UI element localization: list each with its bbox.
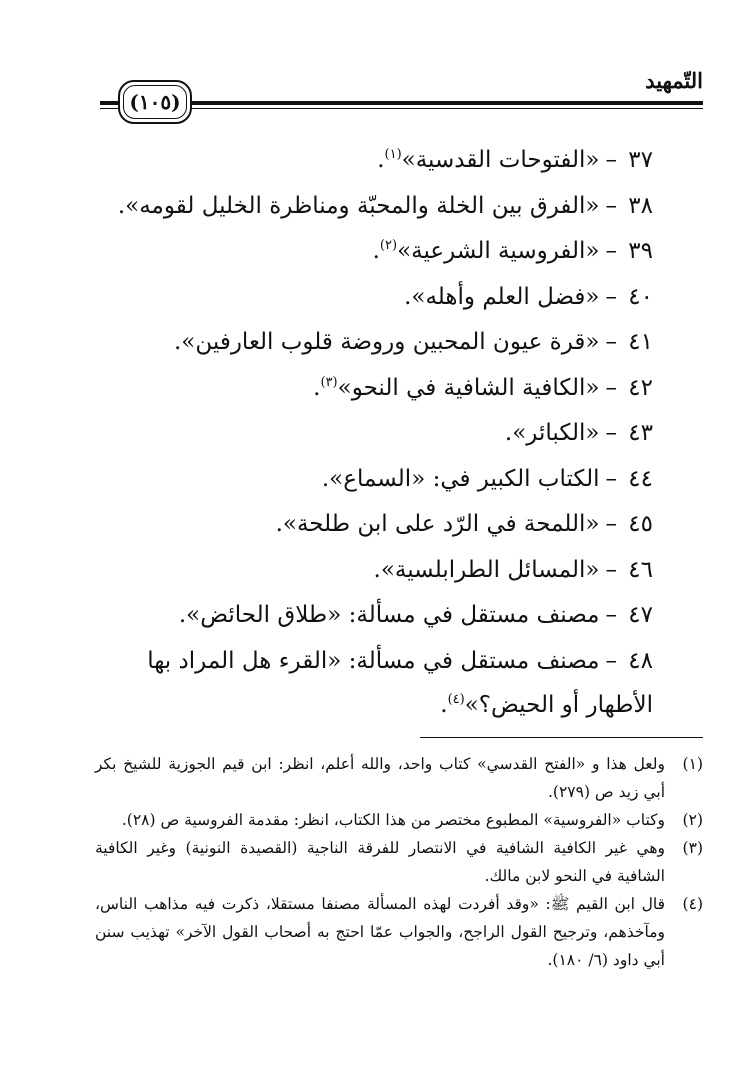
item-text: «الكافية الشافية في النحو» (337, 374, 600, 401)
footnote-ref: (٤) (447, 691, 465, 707)
footnote-number: (٢) (682, 811, 703, 829)
item-number: ٣٨ (628, 192, 653, 219)
item-number: ٤١ (628, 329, 653, 355)
footnote (95, 890, 703, 974)
page-number: (١٠٥) (118, 80, 192, 124)
list-item: ٤٥–«اللمحة في الرّد على ابن طلحة». (90, 502, 653, 548)
footnote-number: (١) (682, 755, 703, 773)
item-number: ٤٢ (628, 374, 653, 401)
list-item: ٤٧–مصنف مستقل في مسألة: «طلاق الحائض». (90, 593, 653, 639)
list-item: ٤٠–«فضل العلم وأهله». (90, 275, 653, 321)
item-text: مصنف مستقل في مسألة: «القرء هل المراد بها الأطهار أو الحيض؟» (147, 647, 653, 718)
item-number: ٤٣ (628, 420, 653, 446)
item-number: ٣٧ (628, 147, 653, 173)
item-text: «الفرق بين الخلة والمحبّة ومناظرة الخليل لقومه». (117, 192, 600, 219)
list-item: ٤١–«قرة عيون المحبين وروضة قلوب العارفين». (90, 320, 653, 366)
footnote-text: ولعل هذا و «الفتح القدسي» كتاب واحد، والله أعلم، انظر: ابن قيم الجوزية للشيخ بكر أبي زيد ص (٢٧٩). (95, 755, 665, 801)
footnote-number: (٣) (682, 839, 703, 857)
footnote-text: قال ابن القيم ﷺ: «وقد أفردت لهذه المسألة مصنفا مستقلا، ذكرت فيه مذاهب الناس، ومآخذهم، وترجيح القول الراجح، والجواب عمّا احتج به أصحاب القول الآخر» تهذيب سنن أبي داود (٦/ ١٨٠). (95, 895, 665, 969)
list-item: ٣٩–«الفروسية الشرعية»$^{(٢)}$. (90, 229, 653, 275)
footnote (95, 750, 703, 806)
footnote (95, 834, 703, 890)
item-number: ٤٤ (628, 465, 653, 492)
item-text: «المسائل الطرابلسية». (373, 556, 600, 583)
list-item: ٣٧–«الفتوحات القدسية»$^{(١)}$. (90, 138, 653, 184)
footnote-text: وهي غير الكافية الشافية في الانتصار للفرقة الناجية (القصيدة النونية) وغير الكافية الشافية في النحو لابن مالك. (95, 839, 665, 885)
footnote-ref: (٢) (379, 238, 398, 253)
footnote (95, 806, 703, 834)
item-text: «الكبائر». (504, 420, 600, 446)
item-text: «الفتوحات القدسية» (401, 147, 600, 173)
item-text: مصنف مستقل في مسألة: «طلاق الحائض». (178, 602, 600, 628)
item-number: ٤٨ (628, 647, 653, 674)
item-text: «اللمحة في الرّد على ابن طلحة». (275, 511, 600, 537)
item-number: ٣٩ (628, 238, 653, 264)
running-header-title: التّمهيد (645, 68, 703, 93)
item-number: ٤٠ (628, 283, 653, 310)
footnote-number: (٤) (682, 895, 703, 913)
footnote-ref: (٣) (320, 374, 338, 390)
book-list (90, 138, 653, 718)
item-text: «فضل العلم وأهله». (404, 283, 600, 310)
item-text: الكتاب الكبير في: «السماع». (321, 465, 600, 492)
item-text: «الفروسية الشرعية» (397, 238, 600, 264)
item-number: ٤٥ (628, 511, 653, 537)
item-number: ٤٧ (628, 602, 653, 628)
footnotes (95, 750, 703, 974)
footnote-text: وكتاب «الفروسية» المطبوع مختصر من هذا الكتاب، انظر: مقدمة الفروسية ص (٢٨). (121, 811, 665, 829)
list-item: ٤٦–«المسائل الطرابلسية». (90, 548, 653, 594)
item-number: ٤٦ (628, 556, 653, 583)
list-item: ٤٨–مصنف مستقل في مسألة: «القرء هل المراد بها الأطهار أو الحيض؟»$^{(٤)}$. (90, 639, 653, 685)
item-text: «قرة عيون المحبين وروضة قلوب العارفين». (174, 329, 600, 355)
list-item: ٤٢–«الكافية الشافية في النحو»$^{(٣)}$. (90, 366, 653, 412)
list-item: ٤٣–«الكبائر». (90, 411, 653, 457)
list-item: ٣٨–«الفرق بين الخلة والمحبّة ومناظرة الخليل لقومه». (90, 184, 653, 230)
footnote-separator (420, 737, 703, 738)
footnote-ref: (١) (384, 147, 402, 162)
list-item: ٤٤–الكتاب الكبير في: «السماع». (90, 457, 653, 503)
